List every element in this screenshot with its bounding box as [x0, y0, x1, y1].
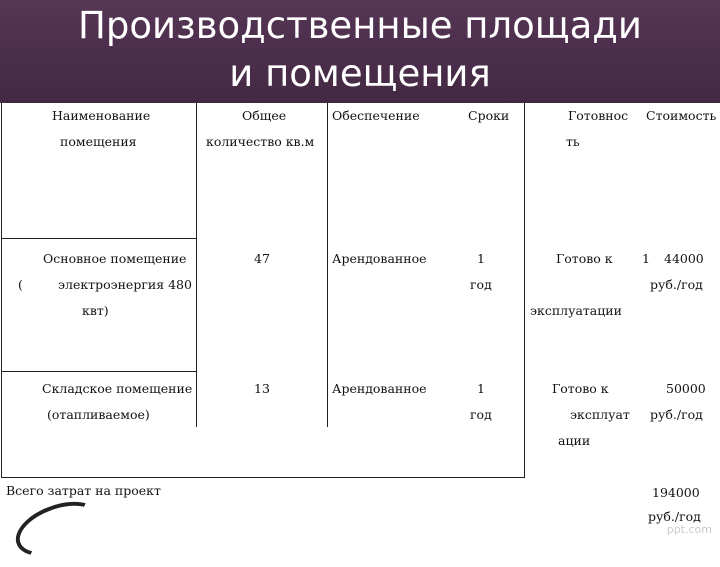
row-divider [1, 371, 197, 372]
row-divider [1, 238, 197, 239]
total-value: 194000 [652, 485, 700, 500]
header-term: Сроки [468, 108, 510, 123]
row1-readiness: Готово к [556, 251, 613, 266]
row2-term: 1 [477, 381, 485, 396]
row2-readiness: ации [558, 433, 591, 448]
row1-readiness: 1 [642, 251, 650, 266]
row1-term: 1 [477, 251, 485, 266]
row1-readiness: эксплуатации [530, 303, 622, 318]
column-divider [196, 103, 197, 427]
row1-name: Основное помещение [43, 251, 187, 266]
row1-provision: Арендованное [332, 251, 427, 266]
table-border-left [1, 103, 2, 477]
header-readiness: ть [566, 134, 580, 149]
costs-table [0, 103, 720, 540]
row2-readiness: эксплуат [570, 407, 630, 422]
row2-provision: Арендованное [332, 381, 427, 396]
total-value: руб./год [648, 509, 701, 524]
row2-name: Складское помещение [42, 381, 193, 396]
slide-title: Производственные площади и помещения [78, 4, 642, 95]
header-readiness: Готовнос [568, 108, 629, 123]
row1-name: квт) [82, 303, 109, 318]
total-label: Всего затрат на проект [6, 483, 161, 498]
row-divider [1, 477, 525, 478]
row1-area: 47 [254, 251, 270, 266]
header-area: Общее [242, 108, 287, 123]
slide-header [0, 0, 720, 103]
header-name: Наименование [52, 108, 151, 123]
row1-term: год [470, 277, 492, 292]
header-name: помещения [60, 134, 137, 149]
row2-term: год [470, 407, 492, 422]
header-cost: Стоимость [646, 108, 717, 123]
column-divider [327, 103, 328, 427]
row2-name: (отапливаемое) [47, 407, 150, 422]
row1-cost: 44000 [664, 251, 704, 266]
watermark: ppt.com [666, 523, 712, 536]
row1-name: электроэнергия 480 [58, 277, 192, 292]
row1-cost: руб./год [650, 277, 703, 292]
column-divider [524, 103, 525, 477]
header-area: количество кв.м [206, 134, 315, 149]
header-provision: Обеспечение [332, 108, 420, 123]
row2-cost: руб./год [650, 407, 703, 422]
row1-name: ( [18, 277, 23, 292]
row2-readiness: Готово к [552, 381, 609, 396]
row2-area: 13 [254, 381, 270, 396]
row2-cost: 50000 [666, 381, 706, 396]
